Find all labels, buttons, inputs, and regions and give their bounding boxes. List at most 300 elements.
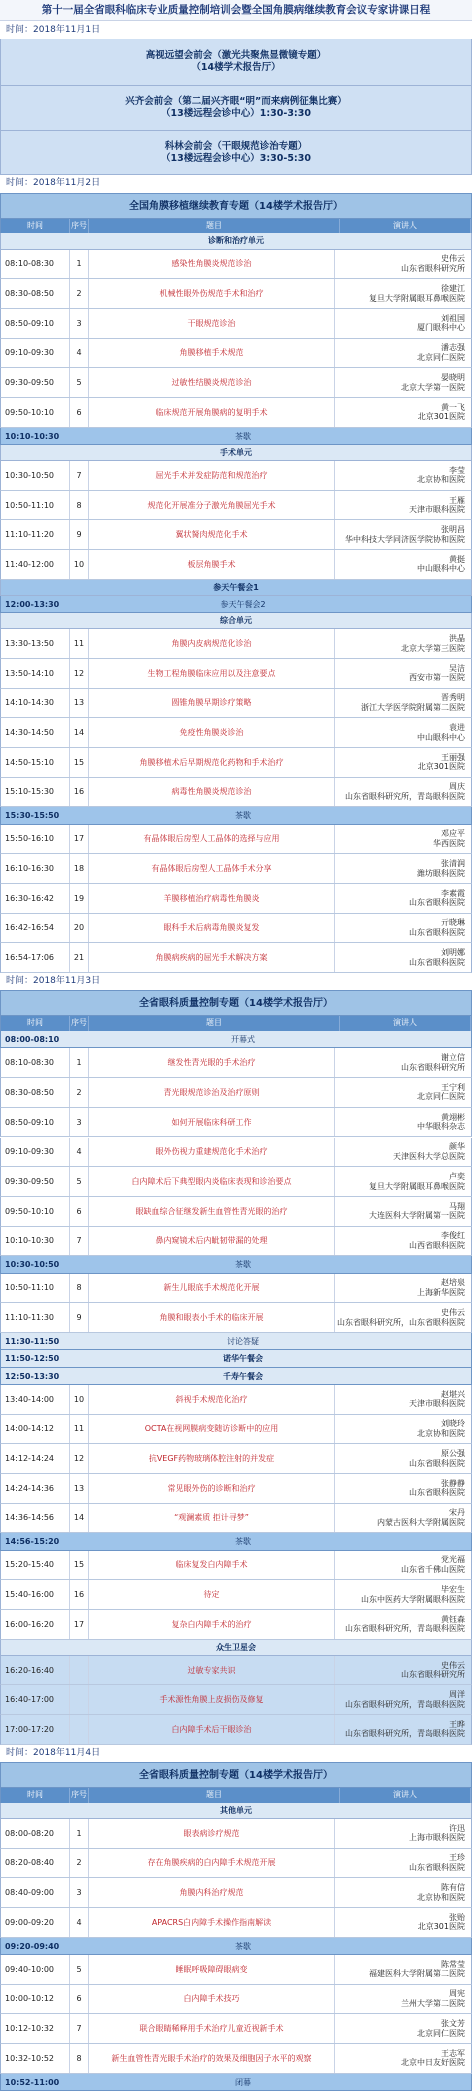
break-label: 开幕式 (231, 1035, 255, 1045)
talk-time: 10:12-10:32 (5, 2024, 54, 2034)
talk-speaker (334, 1444, 471, 1473)
col-time-header: 时间 (1, 1016, 70, 1031)
talk-speaker (334, 550, 471, 579)
talk-number: 6 (69, 398, 89, 427)
talk-topic: 圆锥角膜早期诊疗策略 (171, 698, 252, 708)
speaker-affiliation: 山东省眼科研究所，山东省眼科医院 (337, 1317, 465, 1327)
speaker-name: 周庆 (449, 782, 465, 792)
talk-speaker (334, 659, 471, 688)
break-row (0, 807, 472, 824)
talk-row (0, 309, 472, 339)
talk-time: 16:54-17:06 (5, 953, 54, 963)
break-row (0, 596, 472, 613)
talk-number: 18 (69, 854, 89, 883)
talk-time: 08:50-09:10 (5, 318, 54, 328)
speaker-affiliation: 北京301医院 (417, 412, 465, 422)
talk-time: 09:50-10:10 (5, 1206, 54, 1216)
talk-topic: 复杂白内障手术的治疗 (171, 1619, 252, 1629)
talk-time: 09:30-09:50 (5, 378, 54, 388)
speaker-affiliation: 天津医科大学总医院 (393, 1151, 465, 1161)
talk-speaker (334, 1849, 471, 1878)
talk-topic: 过敏性结膜炎规范诊治 (171, 378, 252, 388)
talk-row (0, 1138, 472, 1168)
speaker-name: 王珍 (449, 1853, 465, 1863)
speaker-name: 黄钰森 (441, 1614, 465, 1624)
talk-number: 20 (69, 914, 89, 943)
talk-speaker (334, 1551, 471, 1580)
talk-topic: 感染性角膜炎规范诊治 (171, 259, 252, 269)
talk-speaker (334, 1274, 471, 1303)
talk-topic: 角膜移植术后早期规范化药物和手术治疗 (139, 757, 284, 767)
talk-topic: 临床复发白内障手术 (175, 1560, 248, 1570)
speaker-affiliation: 北京协和医院 (417, 1428, 465, 1438)
talk-row (0, 1908, 472, 1938)
talk-speaker (334, 339, 471, 368)
speaker-name: 黄翊彬 (441, 1112, 465, 1122)
talk-number: 2 (69, 1849, 89, 1878)
speaker-affiliation: 华西医院 (433, 838, 465, 848)
talk-number: 2 (69, 279, 89, 308)
venue-line: 科林会前会（干眼规范诊治专题） (164, 140, 308, 152)
col-time-header: 时间 (1, 1788, 70, 1803)
col-speaker-header: 演讲人 (340, 1788, 471, 1803)
talk-speaker (334, 1048, 471, 1077)
speaker-name: 王雁 (449, 495, 465, 505)
talk-number: 9 (69, 520, 89, 549)
talk-row (0, 368, 472, 398)
talk-speaker (334, 1715, 471, 1744)
speaker-name: 王宁利 (441, 1082, 465, 1092)
speaker-name: 晏晓明 (441, 373, 465, 383)
talk-time: 13:50-14:10 (5, 668, 54, 678)
venue-text (161, 141, 311, 165)
speaker-name: 王志军 (441, 2048, 465, 2058)
speaker-affiliation: 中山眼科中心 (417, 732, 465, 742)
talk-topic: 新生血管性青光眼手术治疗的效果及细胞因子水平的观察 (111, 2053, 312, 2063)
talk-time: 14:24-14:36 (5, 1483, 54, 1493)
date-label: 时间：2018年11月1日 (0, 22, 472, 39)
talk-row (0, 1504, 472, 1534)
talk-speaker (334, 1415, 471, 1444)
unit-header: 综合单元 (0, 613, 472, 629)
venue-block (0, 39, 472, 86)
speaker-affiliation: 北京301医院 (417, 1922, 465, 1932)
talk-number (69, 1715, 89, 1744)
talk-time: 08:10-08:30 (5, 1058, 54, 1068)
talk-time: 08:20-08:40 (5, 1858, 54, 1868)
talk-time: 10:50-11:10 (5, 1283, 54, 1293)
col-no-header: 序号 (70, 219, 89, 234)
talk-speaker (334, 718, 471, 747)
talk-row (0, 461, 472, 491)
speaker-affiliation: 北京同仁医院 (417, 1092, 465, 1102)
talk-row (0, 1849, 472, 1879)
talk-speaker (334, 1985, 471, 2014)
talk-number: 13 (69, 1474, 89, 1503)
speaker-name: 毕宏生 (441, 1585, 465, 1595)
talk-row (0, 1303, 472, 1333)
talk-time: 14:36-14:56 (5, 1513, 54, 1523)
talk-topic: 病毒性角膜炎规范诊治 (171, 787, 252, 797)
break-label: 茶歇 (235, 1941, 251, 1951)
talk-row (0, 550, 472, 580)
break-row (0, 1031, 472, 1048)
speaker-affiliation: 大连医科大学附属第一医院 (369, 1211, 465, 1221)
talk-row (0, 884, 472, 914)
talk-topic: 羊膜移植治疗病毒性角膜炎 (163, 893, 260, 903)
speaker-affiliation: 山西省眼科医院 (409, 1240, 465, 1250)
talk-topic: 存在角膜疾病的白内障手术规范开展 (147, 1858, 276, 1868)
date-label: 时间：2018年11月2日 (0, 175, 472, 192)
speaker-name: 张静静 (441, 1478, 465, 1488)
break-row (0, 1368, 472, 1385)
break-time: 11:50-12:50 (5, 1354, 60, 1364)
talk-topic: 睡眠呼吸障碍眼病变 (175, 1964, 248, 1974)
talk-topic: 斜视手术规范化治疗 (175, 1394, 248, 1404)
talk-time: 09:40-10:00 (5, 1964, 54, 1974)
speaker-name: 张明昌 (441, 525, 465, 535)
talk-topic: 角膜内科治疗规范 (179, 1888, 244, 1898)
talk-speaker (334, 2044, 471, 2073)
break-row (0, 2074, 472, 2091)
talk-speaker (334, 279, 471, 308)
break-row (0, 1256, 472, 1273)
talk-speaker (334, 914, 471, 943)
col-no-header: 序号 (70, 1788, 89, 1803)
col-no-header: 序号 (70, 1016, 89, 1031)
talk-row (0, 854, 472, 884)
col-time-header: 时间 (1, 219, 70, 234)
talk-row (0, 279, 472, 309)
talk-time: 14:00-14:12 (5, 1424, 54, 1434)
speaker-affiliation: 上海市眼科医院 (409, 1833, 465, 1843)
talk-row (0, 943, 472, 973)
talk-speaker (334, 491, 471, 520)
speaker-affiliation: 山东省眼科研究所 (401, 1670, 465, 1679)
break-row (0, 428, 472, 445)
speaker-name: 亓晓琳 (441, 918, 465, 928)
talk-row (0, 1878, 472, 1908)
talk-number: 16 (69, 778, 89, 807)
speaker-name: 谢立信 (441, 1053, 465, 1063)
talk-number: 8 (69, 491, 89, 520)
talk-number: 7 (69, 2014, 89, 2043)
talk-row (0, 778, 472, 808)
talk-topic: 翼状胬肉规范化手术 (175, 530, 248, 540)
talk-time: 11:10-11:20 (5, 530, 54, 540)
talk-time: 15:20-15:40 (5, 1560, 54, 1570)
speaker-name: 史伟云 (441, 1308, 465, 1318)
column-header (0, 1788, 472, 1803)
talk-topic: 有晶体眼后房型人工晶体的选择与应用 (143, 834, 280, 844)
speaker-affiliation: 北京同仁医院 (417, 2028, 465, 2038)
speaker-name: 赵培泉 (441, 1278, 465, 1288)
talk-speaker (334, 748, 471, 777)
talk-speaker (334, 1108, 471, 1137)
talk-time: 14:50-15:10 (5, 757, 54, 767)
talk-row (0, 914, 472, 944)
talk-topic: 联合眼睛稀释用手术治疗儿童近视新手术 (139, 2024, 284, 2034)
talk-speaker (334, 368, 471, 397)
talk-number: 5 (69, 1167, 89, 1196)
speaker-name: 吴洁 (449, 663, 465, 673)
speaker-affiliation: 北京协和医院 (417, 1892, 465, 1902)
speaker-name: 李俊红 (441, 1231, 465, 1241)
talk-speaker (334, 1138, 471, 1167)
talk-number: 12 (69, 1444, 89, 1473)
talk-number: 16 (69, 1580, 89, 1609)
talk-row (0, 520, 472, 550)
break-time: 10:30-10:50 (5, 1260, 60, 1270)
talk-topic: 青光眼规范诊治及治疗原则 (163, 1087, 260, 1097)
talk-topic: 角膜移植手术规范 (179, 348, 244, 358)
talk-number: 3 (69, 1878, 89, 1907)
talk-time: 15:50-16:10 (5, 834, 54, 844)
speaker-affiliation: 北京中日友好医院 (401, 2058, 465, 2068)
break-time: 15:30-15:50 (5, 811, 60, 821)
col-topic-header: 题目 (89, 1016, 340, 1031)
break-label: 茶歇 (235, 1537, 251, 1547)
talk-time: 16:00-16:20 (5, 1619, 54, 1629)
break-label: 千寿午餐会 (223, 1371, 263, 1381)
talk-topic: 有晶体眼后房型人工晶体手术分享 (151, 864, 272, 874)
speaker-name: 周洋 (449, 1690, 465, 1700)
speaker-affiliation: 复旦大学附属眼耳鼻喉医院 (369, 293, 465, 303)
talk-number: 11 (69, 1415, 89, 1444)
speaker-affiliation: 山东省眼科医院 (409, 1862, 465, 1872)
speaker-name: 王晔 (449, 1719, 465, 1729)
talk-speaker (334, 1656, 471, 1685)
talk-time: 15:40-16:00 (5, 1590, 54, 1600)
talk-time: 10:50-11:10 (5, 500, 54, 510)
talk-number: 7 (69, 461, 89, 490)
speaker-affiliation: 山东省眼科研究所，青岛眼科医院 (345, 1729, 465, 1739)
talk-row (0, 339, 472, 369)
break-label: 茶歇 (235, 431, 251, 441)
talk-speaker (334, 1385, 471, 1414)
break-label: 诺华午餐会 (223, 1354, 263, 1364)
talk-time: 09:10-09:30 (5, 348, 54, 358)
talk-topic: 抗VEGF药物玻璃体腔注射的并发症 (148, 1454, 275, 1464)
talk-row (0, 1819, 472, 1849)
talk-number: 8 (69, 2044, 89, 2073)
talk-time: 10:10-10:30 (5, 1236, 54, 1246)
unit-header: 诊断和治疗单元 (0, 233, 472, 249)
talk-speaker (334, 309, 471, 338)
talk-time: 15:10-15:30 (5, 787, 54, 797)
section-title: 全省眼科质量控制专题（14楼学术报告厅） (0, 990, 472, 1016)
section-title: 全省眼科质量控制专题（14楼学术报告厅） (0, 1762, 472, 1788)
speaker-affiliation: 北京同仁医院 (417, 352, 465, 362)
date-label: 时间：2018年11月4日 (0, 1745, 472, 1762)
speaker-name: 黄一飞 (441, 402, 465, 412)
talk-time: 08:30-08:50 (5, 1087, 54, 1097)
talk-row (0, 1167, 472, 1197)
speaker-affiliation: 西安市第一医院 (409, 673, 465, 683)
speaker-affiliation: 山东省眼科医院 (409, 1488, 465, 1498)
talk-number: 10 (69, 550, 89, 579)
talk-row (0, 1551, 472, 1581)
talk-topic: 常见眼外伤的诊断和治疗 (167, 1483, 256, 1493)
talk-topic: 白内障手术后干眼诊治 (171, 1724, 252, 1734)
speaker-affiliation: 北京301医院 (417, 762, 465, 772)
venue-text (125, 96, 347, 120)
talk-time: 13:30-13:50 (5, 639, 54, 649)
talk-number (69, 1656, 89, 1685)
talk-speaker (334, 884, 471, 913)
col-topic-header: 题目 (89, 1788, 340, 1803)
talk-time: 08:40-09:00 (5, 1888, 54, 1898)
talk-topic: “观澜素质 拒计寻梦” (174, 1513, 249, 1523)
speaker-affiliation: 厦门眼科中心 (417, 323, 465, 333)
talk-speaker (334, 1303, 471, 1332)
talk-time: 16:30-16:42 (5, 893, 54, 903)
speaker-affiliation: 天津市眼科医院 (409, 1399, 465, 1409)
talk-speaker (334, 1474, 471, 1503)
speaker-name: 李素霞 (441, 888, 465, 898)
talk-topic: 干眼规范诊治 (187, 318, 236, 328)
speaker-affiliation: 复旦大学附属眼耳鼻喉医院 (369, 1181, 465, 1191)
column-header (0, 219, 472, 234)
talk-speaker (334, 520, 471, 549)
talk-speaker (334, 629, 471, 658)
venue-line: （13楼远程会诊中心）3:30-5:30 (161, 152, 311, 164)
speaker-affiliation: 山东省眼科研究所，青岛眼科医院 (345, 791, 465, 801)
talk-row (0, 1685, 472, 1715)
talk-time: 08:50-09:10 (5, 1117, 54, 1127)
speaker-name: 李莹 (449, 465, 465, 475)
venue-block (0, 86, 472, 131)
speaker-name: 赵堪兴 (441, 1389, 465, 1399)
talk-topic: 角膜和眼表小手术的临床开展 (159, 1313, 264, 1323)
speaker-name: 周宪 (449, 1989, 465, 1999)
talk-time: 09:00-09:20 (5, 1917, 54, 1927)
speaker-name: 马翔 (449, 1201, 465, 1211)
speaker-affiliation: 山东省千佛山医院 (401, 1564, 465, 1574)
talk-topic: 白内障术后下典型眼内炎临床表现和诊治要点 (131, 1177, 292, 1186)
talk-row (0, 1656, 472, 1686)
break-row (0, 1333, 472, 1350)
speaker-name: 黄挺 (449, 554, 465, 564)
speaker-affiliation: 北京大学第三医院 (401, 643, 465, 653)
talk-number: 8 (69, 1274, 89, 1303)
talk-time: 09:50-10:10 (5, 407, 54, 417)
talk-speaker (334, 1819, 471, 1848)
talk-time: 16:10-16:30 (5, 864, 54, 874)
talk-number: 9 (69, 1303, 89, 1332)
venue-line: 兴齐会前会（第二届兴齐眼“明”而来病例征集比赛） (125, 96, 347, 108)
speaker-name: 洪晶 (449, 634, 465, 644)
column-header (0, 1016, 472, 1031)
unit-header: 其他单元 (0, 1803, 472, 1819)
talk-number: 7 (69, 1227, 89, 1256)
unit-header: 手术单元 (0, 445, 472, 461)
talk-speaker (334, 689, 471, 718)
talk-number: 2 (69, 1078, 89, 1107)
talk-row (0, 1985, 472, 2015)
speaker-name: 刘明娜 (441, 948, 465, 958)
speaker-name: 许迅 (449, 1823, 465, 1833)
talk-speaker (334, 1610, 471, 1639)
talk-time: 10:32-10:52 (5, 2053, 54, 2063)
talk-number: 15 (69, 1551, 89, 1580)
break-time: 09:20-09:40 (5, 1941, 60, 1951)
talk-number: 12 (69, 659, 89, 688)
talk-speaker (334, 461, 471, 490)
talk-number: 21 (69, 943, 89, 972)
talk-row (0, 250, 472, 280)
talk-speaker (334, 1078, 471, 1107)
talk-row (0, 1715, 472, 1745)
talk-row (0, 659, 472, 689)
talk-topic: 生物工程角膜临床应用以及注意要点 (147, 668, 276, 678)
talk-number: 10 (69, 1385, 89, 1414)
talk-topic: 眼外伤视力重建规范化手术治疗 (155, 1147, 268, 1157)
talk-row (0, 1580, 472, 1610)
speaker-affiliation: 山东中医药大学附属眼科医院 (361, 1594, 465, 1604)
speaker-name: 王丽强 (441, 752, 465, 762)
speaker-affiliation: 山东省眼科研究所，青岛眼科医院 (345, 1624, 465, 1634)
break-label: 讨论答疑 (227, 1336, 259, 1346)
talk-number: 14 (69, 718, 89, 747)
date-label: 时间：2018年11月3日 (0, 973, 472, 990)
talk-row (0, 2014, 472, 2044)
talk-topic: 白内障手术技巧 (183, 1994, 240, 2004)
break-row (0, 1533, 472, 1550)
talk-row (0, 1108, 472, 1138)
speaker-affiliation: 山东省眼科研究所 (401, 1062, 465, 1072)
page-title: 第十一届全省眼科临床专业质量控制培训会暨全国角膜病继续教育会议专家讲课日程 (0, 0, 472, 21)
talk-row (0, 1474, 472, 1504)
talk-time: 14:10-14:30 (5, 698, 54, 708)
col-speaker-header: 演讲人 (340, 219, 471, 234)
talk-topic: 眼表病诊疗规范 (183, 1828, 240, 1838)
talk-number: 17 (69, 1610, 89, 1639)
speaker-name: 张清润 (441, 859, 465, 869)
talk-topic: 新生儿眼底手术规范化开展 (163, 1283, 260, 1293)
talk-speaker (334, 1167, 471, 1196)
speaker-name: 张文芳 (441, 2019, 465, 2029)
speaker-name: 晋秀明 (441, 693, 465, 703)
speaker-affiliation: 北京协和医院 (417, 475, 465, 485)
speaker-affiliation: 山东省眼科研究所，青岛眼科医院 (345, 1699, 465, 1709)
speaker-name: 陈有信 (441, 1883, 465, 1893)
speaker-affiliation: 内蒙古医科大学附属医院 (377, 1517, 465, 1527)
talk-number: 17 (69, 825, 89, 854)
talk-topic: OCTA在视网膜病变随访诊断中的应用 (144, 1424, 279, 1434)
speaker-name: 陈常莹 (441, 1959, 465, 1969)
talk-speaker (334, 1504, 471, 1533)
speaker-name: 刘晓玲 (441, 1419, 465, 1429)
talk-speaker (334, 825, 471, 854)
talk-number (69, 1685, 89, 1714)
talk-time: 09:30-09:50 (5, 1177, 54, 1186)
talk-speaker (334, 398, 471, 427)
break-time: 11:30-11:50 (5, 1336, 60, 1346)
talk-topic: 如何开展临床科研工作 (171, 1117, 252, 1127)
speaker-affiliation: 上海新华医院 (417, 1287, 465, 1297)
talk-number: 14 (69, 1504, 89, 1533)
speaker-affiliation: 山东省眼科医院 (409, 898, 465, 908)
talk-row (0, 1444, 472, 1474)
talk-topic: 眼科手术后病毒角膜炎复发 (163, 923, 260, 933)
talk-topic: APACRS白内障手术操作指南解读 (151, 1917, 272, 1927)
speaker-name: 潘志强 (441, 343, 465, 353)
talk-speaker (334, 1197, 471, 1226)
speaker-affiliation: 中华眼科杂志 (417, 1122, 465, 1132)
talk-row (0, 2044, 472, 2074)
talk-number: 11 (69, 629, 89, 658)
